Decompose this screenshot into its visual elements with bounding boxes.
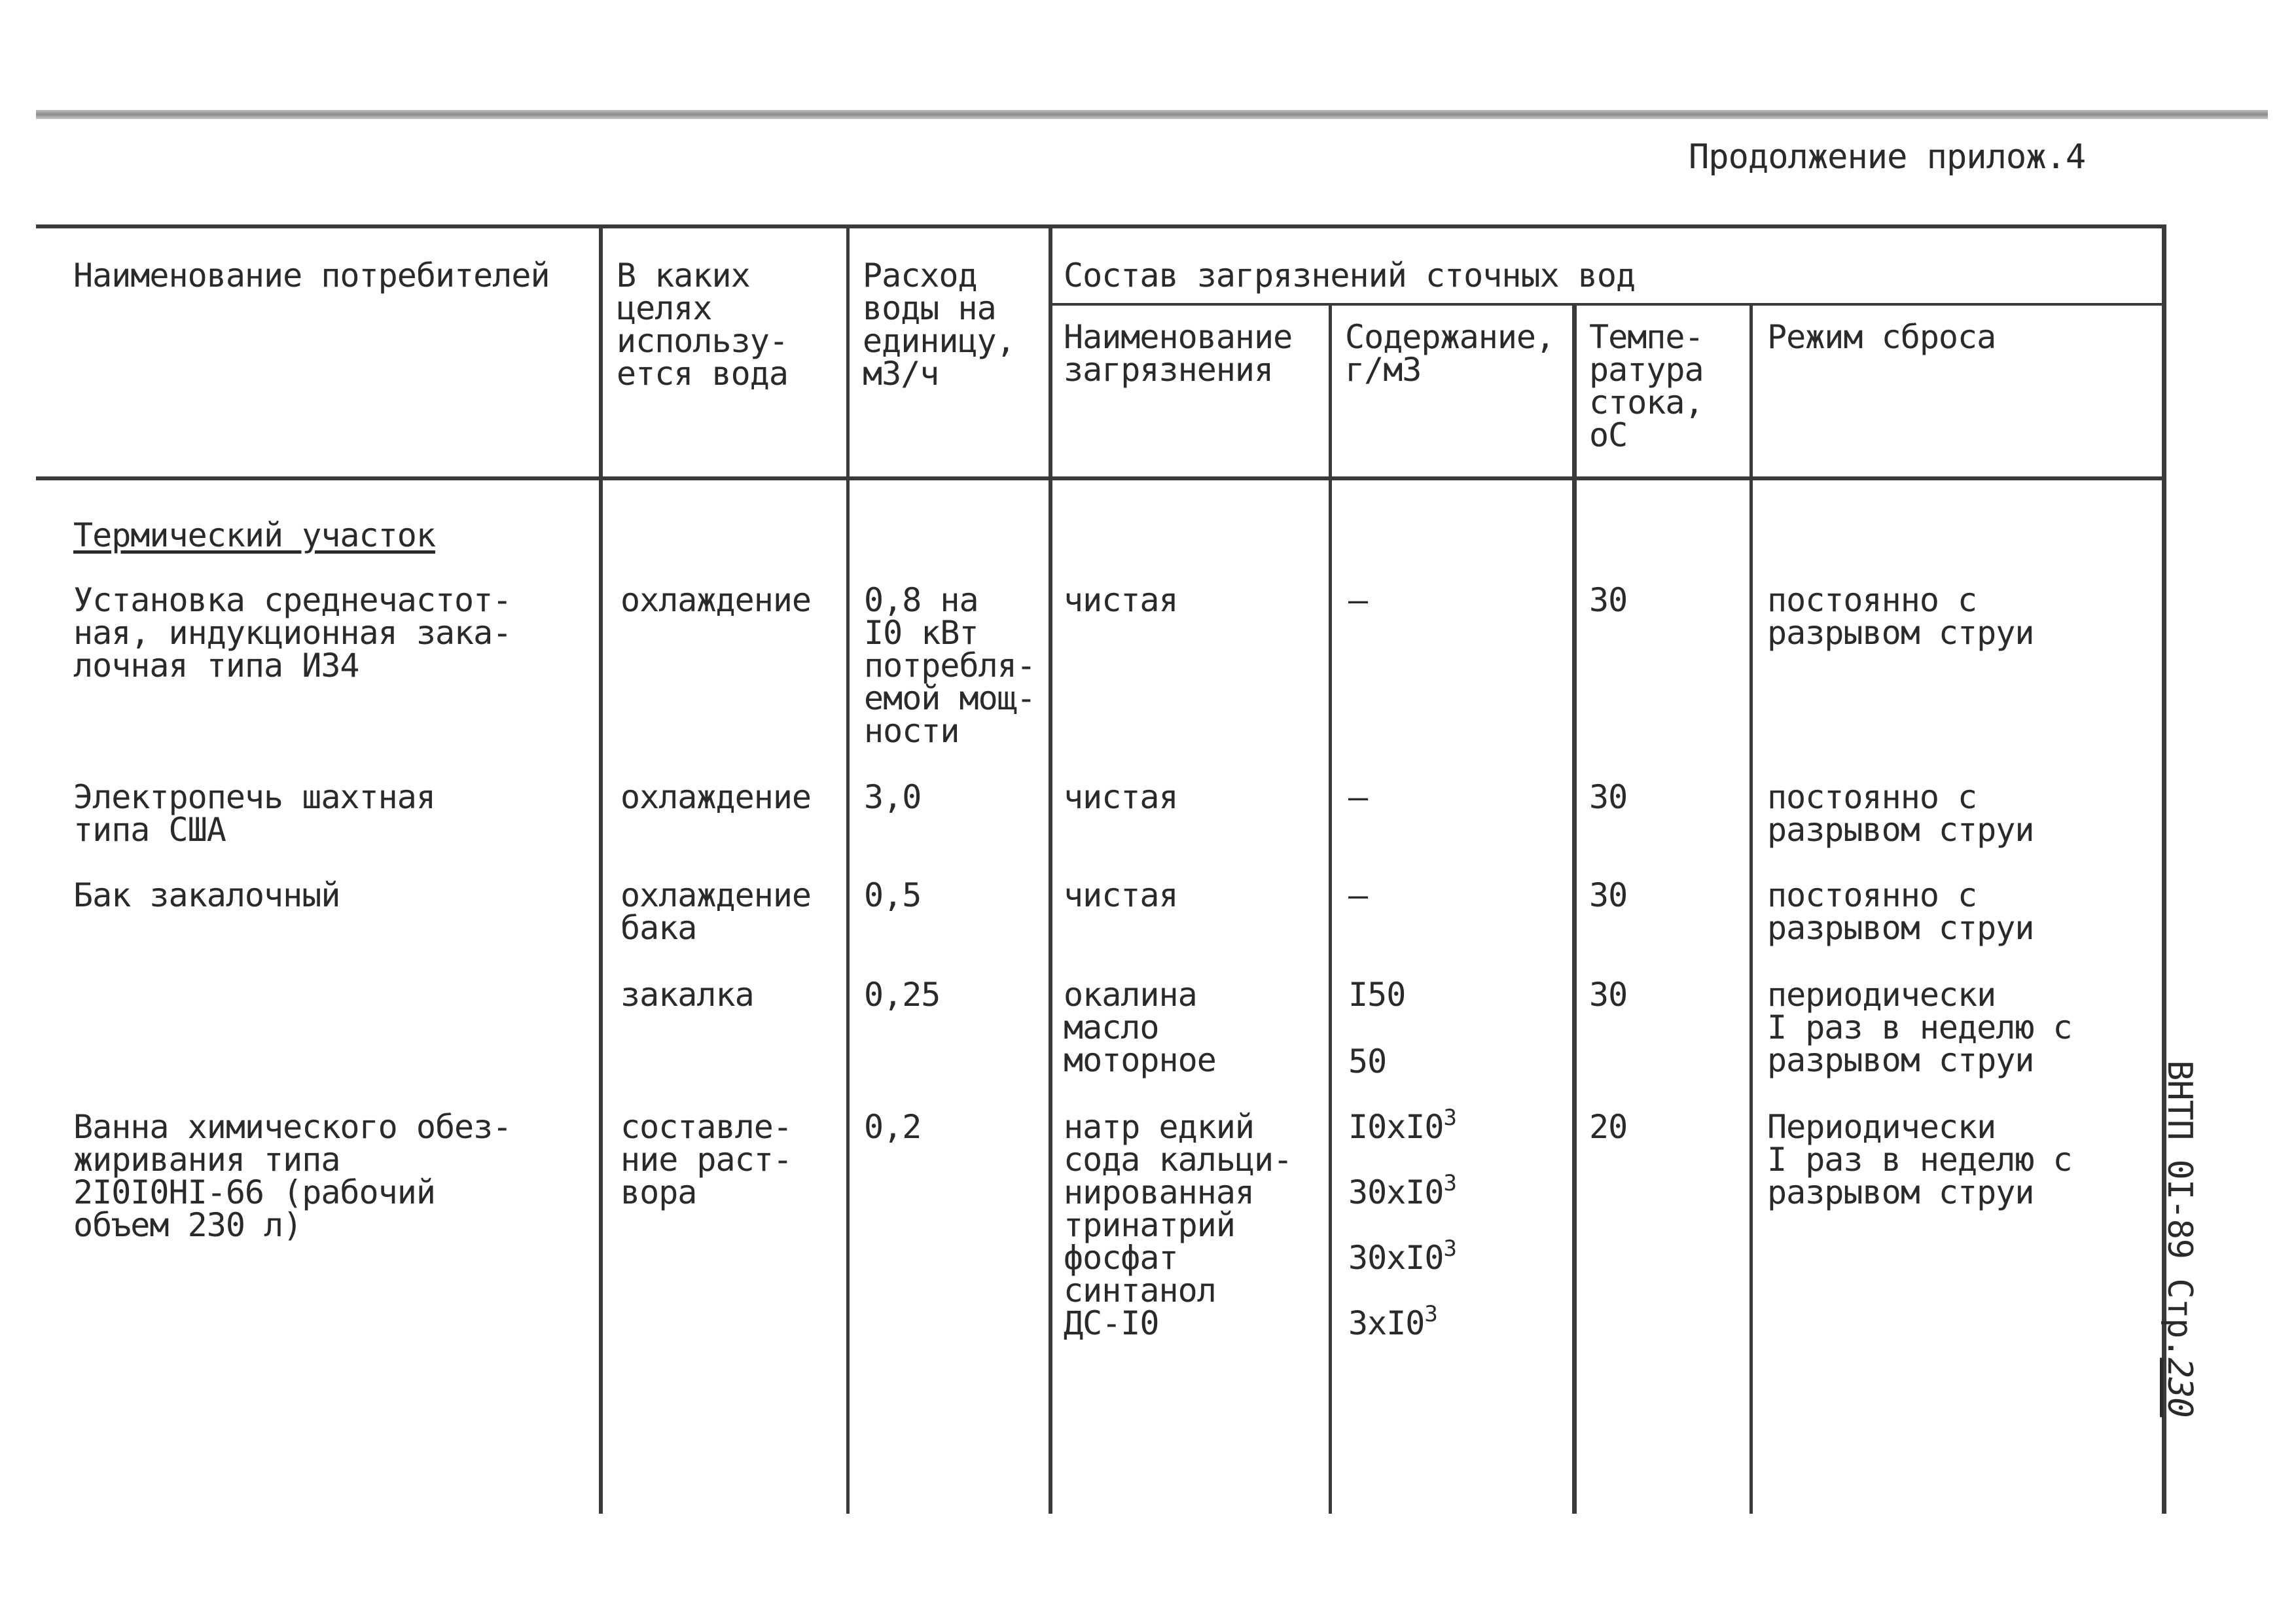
cell-consumer: Установка среднечастот- ная, индукционная зака- лочная типа И34 bbox=[73, 581, 512, 685]
cell-content: 50 bbox=[1348, 1043, 1387, 1080]
header-temperature: Темпе- ратура стока, oC bbox=[1589, 318, 1704, 454]
cell-flow: 0,25 bbox=[864, 976, 941, 1014]
table-top-border bbox=[36, 224, 2166, 228]
cell-purpose: составле- ние раст- вора bbox=[620, 1108, 792, 1211]
col-divider-6 bbox=[1749, 303, 1753, 1514]
header-regime: Режим сброса bbox=[1767, 318, 1996, 356]
header-purpose: В каких целях использу- ется вода bbox=[617, 257, 788, 393]
continuation-caption: Продолжение прилож.4 bbox=[1689, 137, 2086, 177]
col-divider-2 bbox=[846, 224, 850, 1514]
document-side-label: ВНТП 0I-89 Стр.230 bbox=[2160, 1060, 2199, 1418]
header-bottom-border bbox=[36, 476, 2166, 480]
col-divider-1 bbox=[599, 224, 603, 1514]
cell-purpose: охлаждение bbox=[620, 778, 812, 816]
header-pollution-group: Состав загрязнений сточных вод bbox=[1064, 257, 1636, 294]
cell-regime: постоянно с разрывом струи bbox=[1767, 778, 2034, 849]
cell-regime: постоянно с разрывом струи bbox=[1767, 876, 2034, 947]
scan-top-edge bbox=[36, 110, 2268, 119]
cell-temperature: 20 bbox=[1589, 1108, 1628, 1146]
cell-purpose: охлаждение bbox=[620, 581, 812, 619]
cell-content: $30xI0^3$ bbox=[1348, 1236, 1456, 1277]
cell-flow: 3,0 bbox=[864, 778, 922, 816]
col-divider-3 bbox=[1049, 224, 1052, 1514]
cell-pollutant: натр едкий сода кальци- нированная тринатрий фосфат синтанол ДС-I0 bbox=[1064, 1108, 1293, 1342]
cell-consumer: Электропечь шахтная типа США bbox=[73, 778, 435, 849]
cell-content: – bbox=[1348, 778, 1368, 816]
group-header-divider bbox=[1050, 303, 2166, 306]
cell-content: $I0xI0^3$ bbox=[1348, 1105, 1456, 1146]
cell-pollutant: чистая bbox=[1064, 876, 1178, 914]
cell-pollutant: окалина масло моторное bbox=[1064, 976, 1216, 1079]
col-divider-5 bbox=[1572, 303, 1577, 1514]
cell-regime: периодически I раз в неделю с разрывом струи bbox=[1767, 976, 2072, 1079]
cell-consumer: Бак закалочный bbox=[73, 876, 340, 914]
cell-content: $30xI0^3$ bbox=[1348, 1170, 1456, 1211]
cell-content: – bbox=[1348, 876, 1368, 914]
cell-flow: 0,8 на I0 кВт потребля- емой мощ- ности bbox=[864, 581, 1035, 750]
cell-content: I50 bbox=[1348, 976, 1406, 1014]
cell-content: – bbox=[1348, 581, 1368, 619]
cell-regime: Периодически I раз в неделю с разрывом струи bbox=[1767, 1108, 2072, 1211]
header-consumer: Наименование потребителей bbox=[73, 257, 550, 294]
cell-temperature: 30 bbox=[1589, 876, 1628, 914]
cell-purpose: охлаждение бака bbox=[620, 876, 812, 947]
col-divider-4 bbox=[1329, 303, 1332, 1514]
header-flow: Расход воды на единицу, м3/ч bbox=[863, 257, 1015, 393]
cell-content: $3xI0^3$ bbox=[1348, 1301, 1437, 1342]
cell-consumer: Ванна химического обез- жиривания типа 2I0I0HI-66 (рабочий объем 230 л) bbox=[73, 1108, 512, 1244]
cell-temperature: 30 bbox=[1589, 976, 1628, 1014]
header-pollutant: Наименование загрязнения bbox=[1064, 318, 1293, 389]
cell-pollutant: чистая bbox=[1064, 778, 1178, 816]
cell-temperature: 30 bbox=[1589, 778, 1628, 816]
section-title: Термический участок bbox=[73, 516, 435, 554]
cell-flow: 0,2 bbox=[864, 1108, 922, 1146]
header-content: Содержание, г/м3 bbox=[1345, 318, 1555, 389]
cell-purpose: закалка bbox=[620, 976, 754, 1014]
cell-pollutant: чистая bbox=[1064, 581, 1178, 619]
cell-regime: постоянно с разрывом струи bbox=[1767, 581, 2034, 652]
cell-flow: 0,5 bbox=[864, 876, 922, 914]
cell-temperature: 30 bbox=[1589, 581, 1628, 619]
